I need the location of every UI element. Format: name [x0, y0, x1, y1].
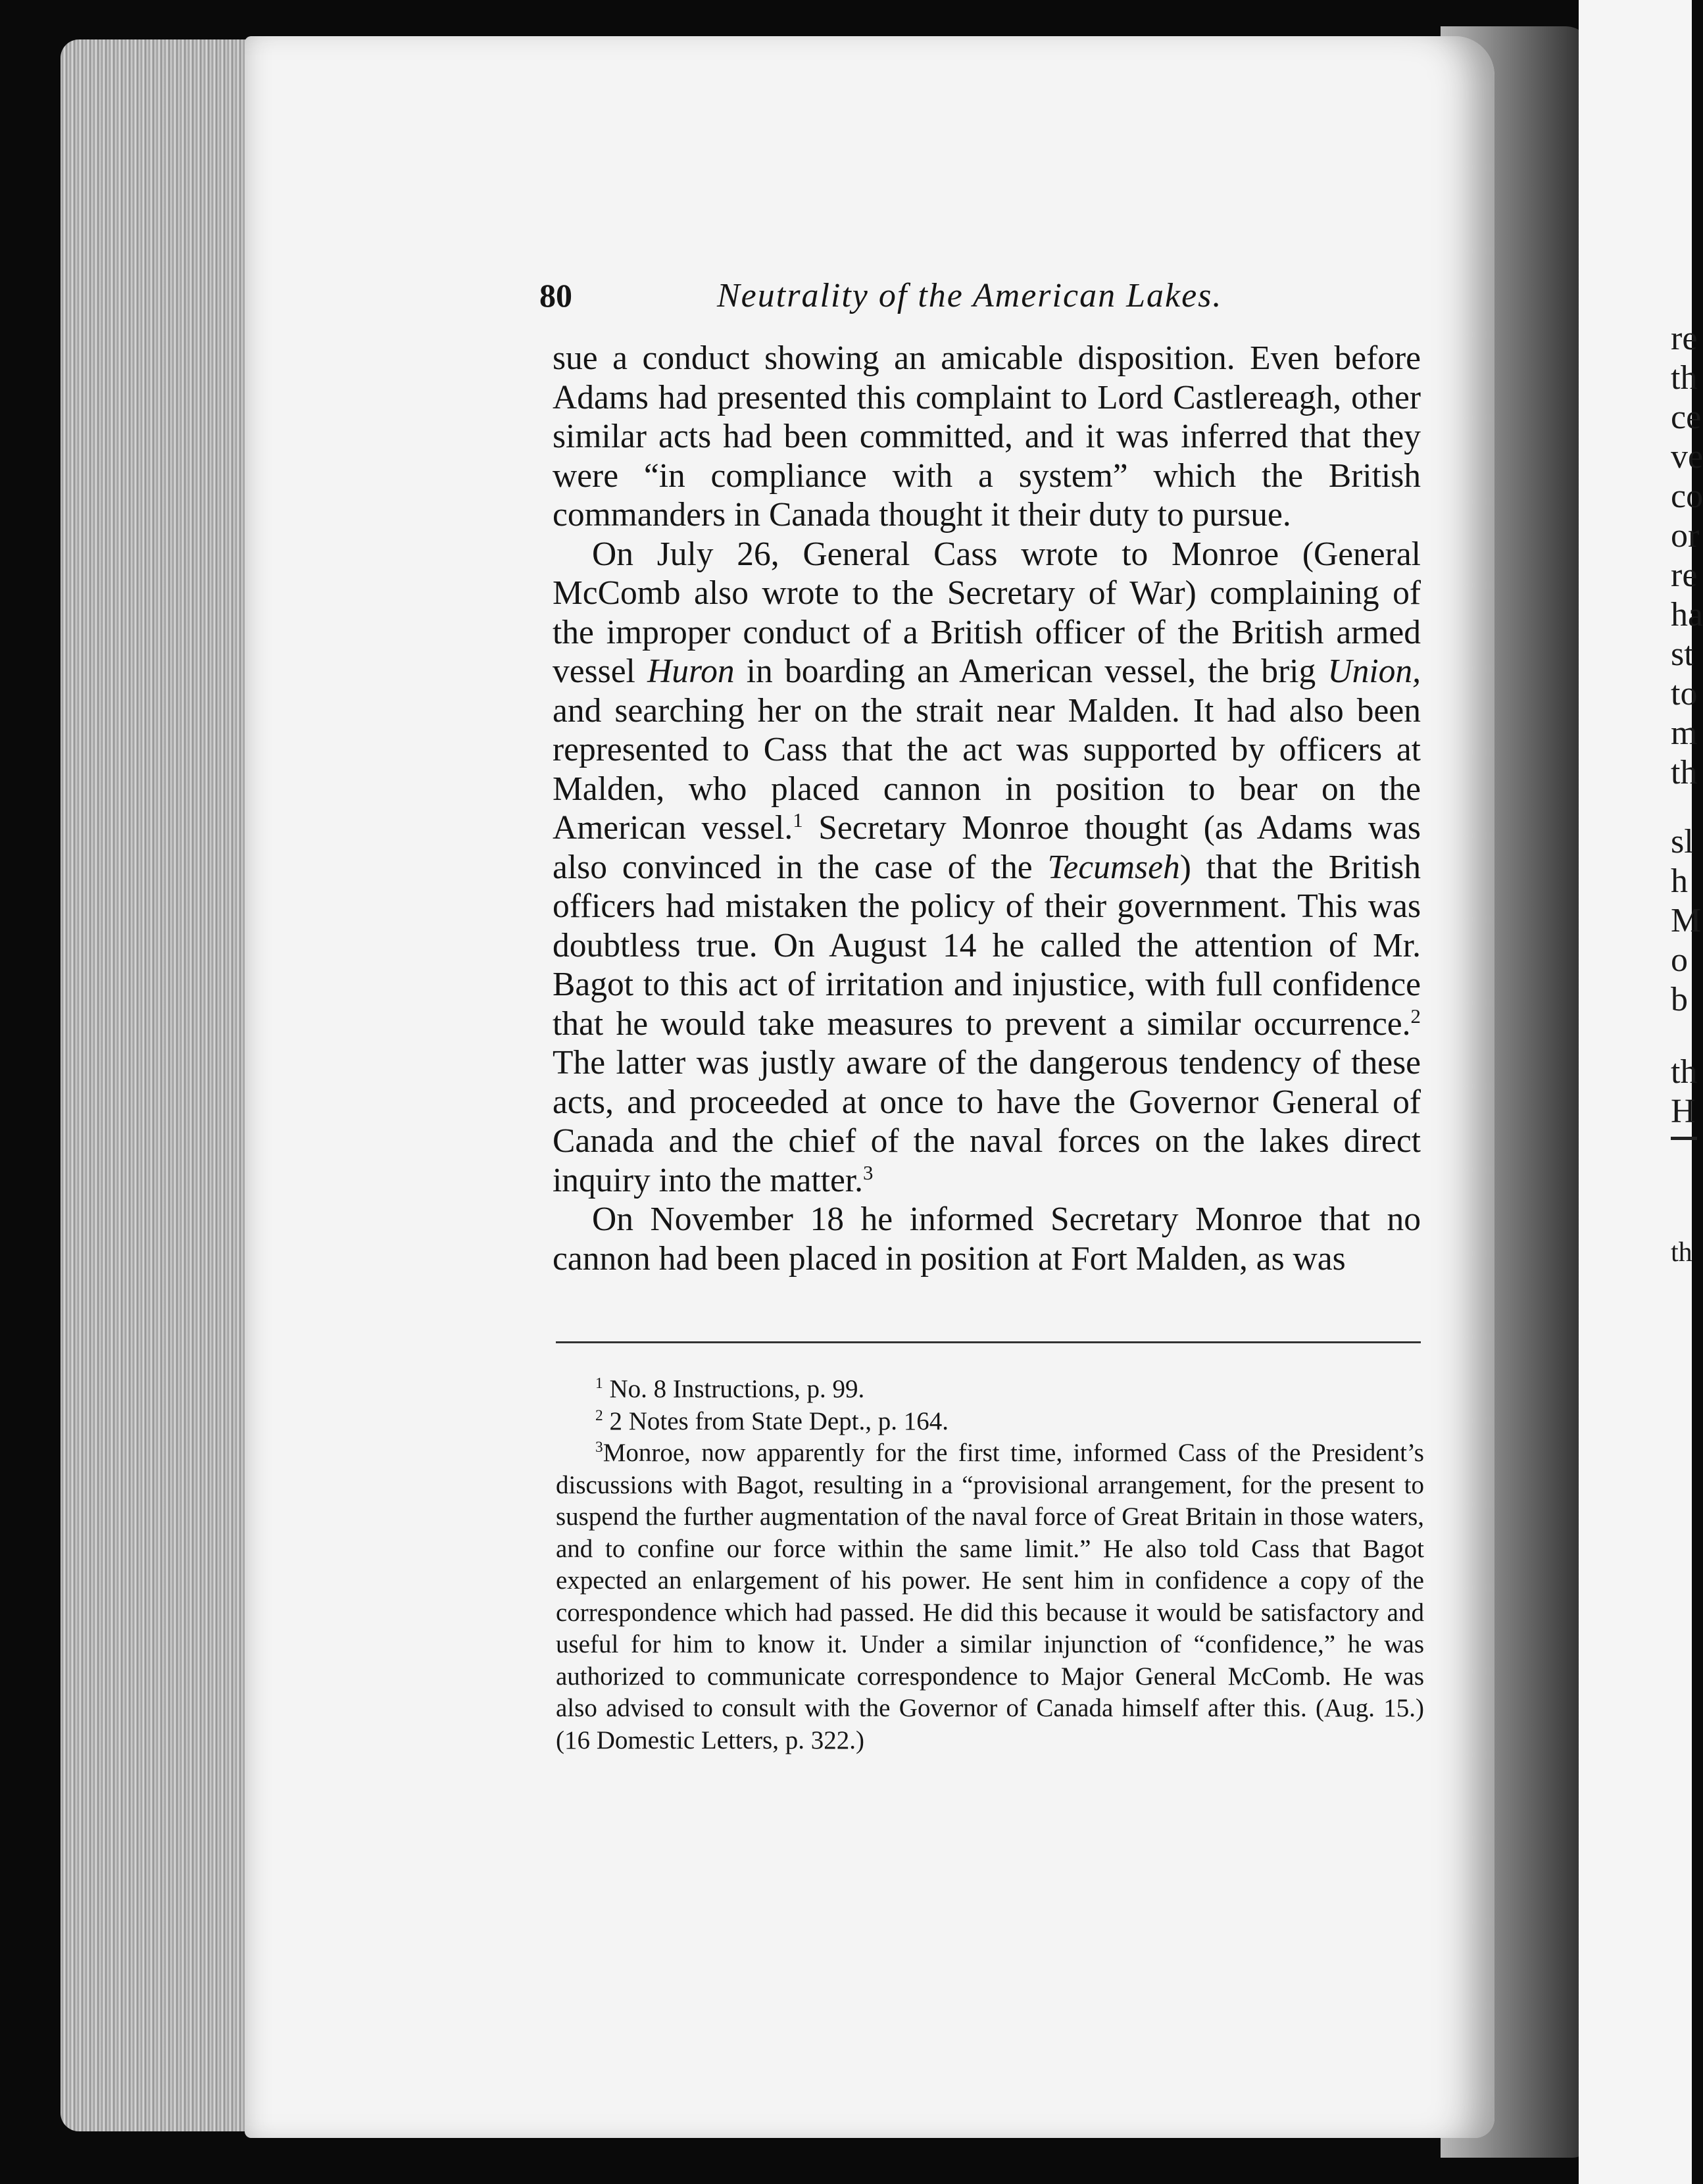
paragraph [553, 535, 1421, 1201]
paragraph: On November 18 he informed Secretary Monroe that no cannon had been placed in position at Fort Malden, as was [553, 1201, 1421, 1278]
facing-page [1579, 0, 1703, 2184]
footnote [556, 1406, 1424, 1438]
facing-page-fragment: m [1671, 714, 1698, 752]
footnote-text: No. 8 Instructions, p. 99. [603, 1375, 865, 1403]
text-run: On July 26, General Cass wrote to Monroe (General McComb also wrote to the Secretary of War) complaining of the improper conduct of a British officer of the British armed vessel [553, 535, 1421, 690]
facing-page-fragment: o [1671, 941, 1688, 979]
footnote-ref: 3 [863, 1160, 874, 1184]
facing-page-fragment: h [1671, 862, 1688, 900]
book-page-edges [61, 39, 258, 2131]
ship-name-huron: Huron [647, 653, 735, 690]
text-run: ) that the British officers had mistaken the policy of their government. This was doubtless true. On August 14 he called the attention of Mr. Bagot to this act of irritation and injustice, with full confidence that he would take measures to prevent a similar occurrence. [553, 848, 1421, 1043]
footnote [556, 1437, 1424, 1756]
running-head [539, 276, 1421, 322]
facing-page-fragment: H [1671, 1093, 1696, 1130]
facing-page-fragment: co [1671, 478, 1703, 515]
facing-page-fragment: re [1671, 320, 1698, 357]
footnote-ref: 1 [793, 808, 803, 831]
body-text [553, 339, 1421, 1278]
facing-page-fragment: b [1671, 981, 1688, 1018]
footnote-text: Monroe, now apparently for the first time, informed Cass of the President’s discussions with Bagot, resulting in a “provisional arrangement, for the present to suspend the further augmentation of the naval force of Great Britain in those waters, and to confine our force within the same limit.” He also told Cass that Bagot expected an enlargement of his power. He sent him in confidence a copy of the correspondence which had passed. He did this because it would be satisfactory and useful for him to know it. Under a similar injunction of “confidence,” he was authorized to communicate correspondence to Major General McComb. He was also advised to consult with the Governor of Canada himself after this. (Aug. 15.) (16 Domestic Letters, p. 322.) [556, 1439, 1424, 1754]
text-run: Secretary Monroe thought (as Adams was also convinced in the case of the [553, 809, 1421, 886]
facing-page-fragment: M [1671, 902, 1702, 939]
facing-page-fragment: th [1671, 1053, 1698, 1091]
facing-page-fragment: ce [1671, 399, 1702, 436]
facing-page-fragment: to [1671, 675, 1698, 712]
facing-page-fragment: ve [1671, 438, 1703, 476]
page-number: 80 [539, 277, 572, 314]
footnote-mark: 3 [595, 1439, 603, 1456]
facing-page-fragment: th [1671, 754, 1698, 791]
footnote-text: 2 Notes from State Dept., p. 164. [603, 1406, 949, 1435]
footnote-mark: 2 [595, 1406, 603, 1424]
footnote-mark: 1 [595, 1375, 603, 1392]
ship-name-tecumseh: Tecumseh [1047, 848, 1180, 886]
footnote [556, 1374, 1424, 1406]
text-run: in boarding an American vessel, the brig [734, 653, 1328, 690]
footnote-ref: 2 [1410, 1004, 1421, 1028]
facing-page-fragment: or [1671, 517, 1700, 555]
facing-page-fragment: ha [1671, 596, 1703, 633]
facing-page-fragment: re [1671, 557, 1698, 594]
facing-page-fragment: th [1671, 1237, 1692, 1268]
facing-page-fragment: st [1671, 635, 1694, 673]
text-run: The latter was justly aware of the dangerous tendency of these acts, and proceeded at once to have the Governor General of Canada and the chief of the naval forces on the lakes direct inquiry into the matter. [553, 1044, 1421, 1199]
facing-page-fragment: th [1671, 359, 1698, 397]
facing-page-rule [1671, 1137, 1697, 1140]
footnote-rule [556, 1341, 1421, 1343]
footnotes [556, 1374, 1424, 1756]
text-run: and searching her on the strait near Malden. It had also been represented to Cass that the act was supported by officers at Malden, who placed cannon in position to bear on the American vessel. [553, 691, 1421, 847]
running-title: Neutrality of the American Lakes. [717, 277, 1223, 314]
ship-name-union: Union, [1327, 653, 1421, 690]
facing-page-fragment: sl [1671, 823, 1694, 860]
paragraph: sue a conduct showing an amicable disposition. Even before Adams had presented this complaint to Lord Castlereagh, other similar acts had been committed, and it was inferred that they were “in compliance with a system” which the British commanders in Canada thought it their duty to pursue. [553, 339, 1421, 534]
